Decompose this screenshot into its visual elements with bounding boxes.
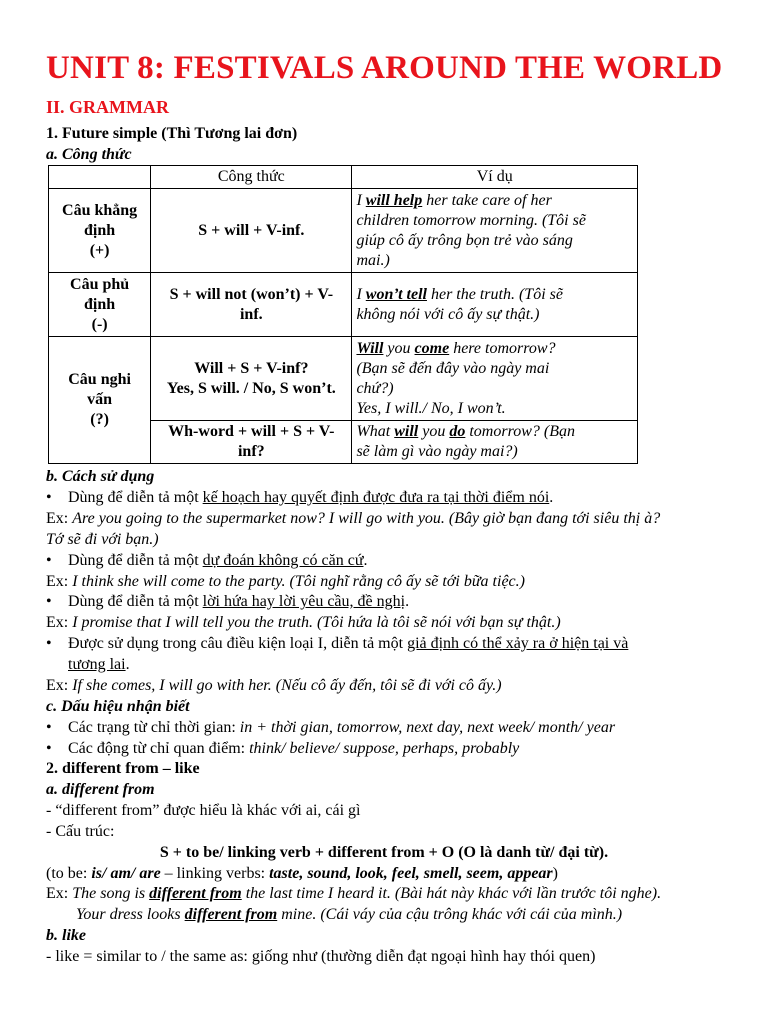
signs-heading: c. Dấu hiệu nhận biết xyxy=(46,698,190,715)
list-item: • Các trạng từ chỉ thời gian: in + thời gian, tomorrow, next day, next week/ month/ year xyxy=(46,719,616,736)
table-row xyxy=(49,273,638,337)
list-item: • Được sử dụng trong câu điều kiện loại I, diễn tả một giả định có thể xảy ra ở hiện tại và xyxy=(46,635,629,652)
grammar-table xyxy=(48,165,638,464)
structure-label: - Cấu trúc: xyxy=(46,823,115,840)
table-header-row xyxy=(49,166,638,189)
list-item: • Các động từ chỉ quan điểm: think/ believe/ suppose, perhaps, probably xyxy=(46,740,520,757)
list-item-continuation: tương lai. xyxy=(68,656,130,673)
sentence-type-cell: Câu khẳng định (+) xyxy=(49,189,151,273)
table-header-cell xyxy=(49,166,151,189)
subheading-different-from-like: 2. different from – like xyxy=(46,760,200,777)
formula-cell: Will + S + V-inf? Yes, S will. / No, S won’t. xyxy=(151,337,352,421)
definition-line: - like = similar to / the same as: giống như (thường diễn đạt ngoại hình hay thói quen) xyxy=(46,948,596,965)
structure-formula: S + to be/ linking verb + different from + O (O là danh từ/ đại từ). xyxy=(159,844,609,861)
unit-title: UNIT 8: FESTIVALS AROUND THE WORLD xyxy=(46,50,723,86)
example-line: Tớ sẽ đi với bạn.) xyxy=(46,531,159,548)
subheading-different-from: a. different from xyxy=(46,781,155,798)
example-line: Ex: If she comes, I will go with her. (Nếu cô ấy đến, tôi sẽ đi với cô ấy.) xyxy=(46,677,502,694)
linking-verbs-line: (to be: is/ am/ are – linking verbs: taste, sound, look, feel, smell, seem, appear) xyxy=(46,865,558,882)
sentence-type-cell: Câu nghi vấn (?) xyxy=(49,337,151,464)
table-row xyxy=(49,189,638,273)
sentence-type-cell: Câu phủ định (-) xyxy=(49,273,151,337)
formula-cell: S + will not (won’t) + V- inf. xyxy=(151,273,352,337)
example-line: Ex: Are you going to the supermarket now? I will go with you. (Bây giờ bạn đang tới siêu thị à? xyxy=(46,510,661,527)
example-cell: Will you come here tomorrow? (Bạn sẽ đến đây vào ngày mai chứ?) Yes, I will./ No, I won’t. xyxy=(352,337,638,421)
example-cell: I will help her take care of her children tomorrow morning. (Tôi sẽ giúp cô ấy trông bọn trẻ vào sáng mai.) xyxy=(352,189,638,273)
list-item: • Dùng để diễn tả một lời hứa hay lời yêu cầu, đề nghị. xyxy=(46,593,410,610)
table-header-cell: Ví dụ xyxy=(352,166,638,189)
example-line: Ex: I think she will come to the party. (Tôi nghĩ rằng cô ấy sẽ tới bữa tiệc.) xyxy=(46,573,525,590)
table-row xyxy=(49,337,638,421)
example-line: Ex: I promise that I will tell you the truth. (Tôi hứa là tôi sẽ nói với bạn sự thật.) xyxy=(46,614,561,631)
list-item: • Dùng để diễn tả một kế hoạch hay quyết định được đưa ra tại thời điểm nói. xyxy=(46,489,554,506)
example-cell: I won’t tell her the truth. (Tôi sẽ không nói với cô ấy sự thật.) xyxy=(352,273,638,337)
table-header-cell: Công thức xyxy=(151,166,352,189)
example-line: Your dress looks different from mine. (Cái váy của cậu trông khác với cái của mình.) xyxy=(76,906,623,923)
formula-cell: S + will + V-inf. xyxy=(151,189,352,273)
usage-heading: b. Cách sử dụng xyxy=(46,468,155,485)
list-item: • Dùng để diễn tả một dự đoán không có căn cứ. xyxy=(46,552,368,569)
formula-cell: Wh-word + will + S + V- inf? xyxy=(151,421,352,464)
subheading-formula: a. Công thức xyxy=(46,146,132,163)
section-heading: II. GRAMMAR xyxy=(46,97,169,117)
example-cell: What will you do tomorrow? (Bạn sẽ làm gì vào ngày mai?) xyxy=(352,421,638,464)
subheading-like: b. like xyxy=(46,927,86,944)
example-line: Ex: The song is different from the last time I heard it. (Bài hát này khác với lần trước tôi nghe). xyxy=(46,885,662,902)
definition-line: - “different from” được hiểu là khác với ai, cái gì xyxy=(46,802,361,819)
subheading-future-simple: 1. Future simple (Thì Tương lai đơn) xyxy=(46,125,298,142)
